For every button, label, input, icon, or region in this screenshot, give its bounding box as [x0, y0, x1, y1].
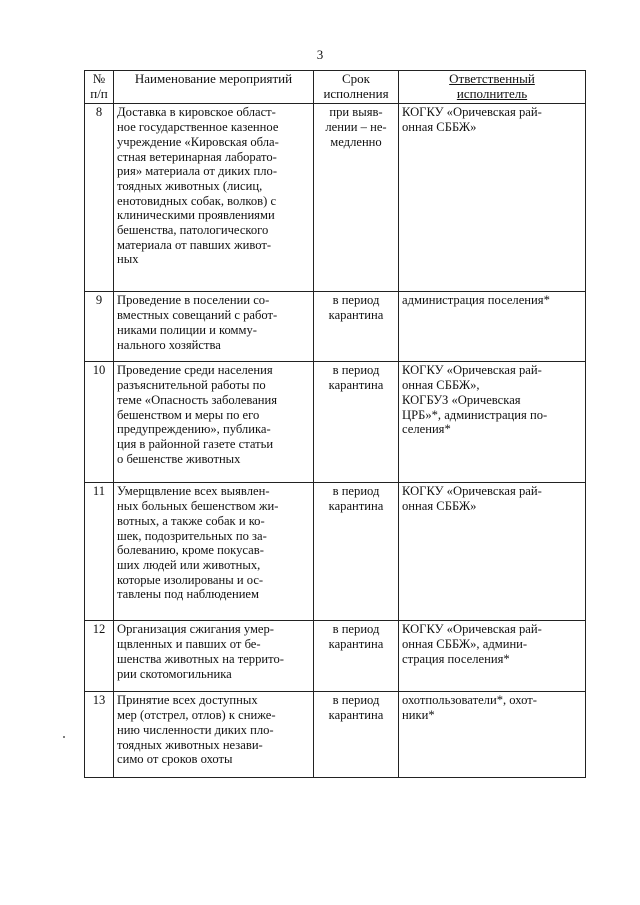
- measure-responsible: администрация поселения*: [399, 292, 586, 362]
- table-row: [85, 483, 586, 621]
- page-number: 3: [316, 47, 324, 62]
- row-number: 8: [85, 104, 114, 292]
- measure-name: Проведение в поселении со- вместных совещаний с работ- никами полиции и комму- нального хозяйства: [114, 292, 314, 362]
- measure-responsible: КОГКУ «Оричевская рай- онная СББЖ»: [399, 104, 586, 292]
- table-row: [85, 292, 586, 362]
- measure-term: в период карантина: [314, 621, 399, 692]
- measure-term: в период карантина: [314, 292, 399, 362]
- measure-name: Доставка в кировское област- ное государственное казенное учреждение «Кировская обла- стная ветеринарная лаборато- рия» материала от диких пло- тоядных животных (лисиц, енотовидных собак, волков) с клиническими проявлениями бешенства, патологического материала от павших живот- ных: [114, 104, 314, 292]
- measure-name: Организация сжигания умер- щвленных и павших от бе- шенства животных на террито- рии скотомогильника: [114, 621, 314, 692]
- measure-name: Проведение среди населения разъяснительной работы по теме «Опасность заболевания бешенством и меры по его предупреждению», публика- ция в районной газете статьи о бешенстве животных: [114, 362, 314, 483]
- header-num: № п/п: [85, 71, 114, 104]
- header-responsible: Ответственный исполнитель: [399, 71, 586, 104]
- header-term: Срок исполнения: [314, 71, 399, 104]
- measure-name: Умерщвление всех выявлен- ных больных бешенством жи- вотных, а также собак и ко- шек, подозрительных по за- болеванию, кроме покусав- ших людей или животных, которые изолированы и ос- тавлены под наблюдением: [114, 483, 314, 621]
- measures-table: [84, 70, 586, 778]
- measure-term: при выяв- лении – не- медленно: [314, 104, 399, 292]
- measure-responsible: КОГКУ «Оричевская рай- онная СББЖ»: [399, 483, 586, 621]
- table-row: [85, 621, 586, 692]
- measure-term: в период карантина: [314, 362, 399, 483]
- measure-term: в период карантина: [314, 483, 399, 621]
- table-row: [85, 692, 586, 778]
- row-number: 13: [85, 692, 114, 778]
- measure-responsible: КОГКУ «Оричевская рай- онная СББЖ», КОГБУЗ «Оричевская ЦРБ»*, администрация по- селения*: [399, 362, 586, 483]
- header-name: Наименование мероприятий: [114, 71, 314, 104]
- row-number: 9: [85, 292, 114, 362]
- scan-speck: [63, 736, 65, 738]
- table-header-row: [85, 71, 586, 104]
- measure-responsible: КОГКУ «Оричевская рай- онная СББЖ», админи- страция поселения*: [399, 621, 586, 692]
- table-row: [85, 104, 586, 292]
- table-row: [85, 362, 586, 483]
- row-number: 12: [85, 621, 114, 692]
- row-number: 10: [85, 362, 114, 483]
- measure-name: Принятие всех доступных мер (отстрел, отлов) к сниже- нию численности диких пло- тоядных животных незави- симо от сроков охоты: [114, 692, 314, 778]
- measure-responsible: охотпользователи*, охот- ники*: [399, 692, 586, 778]
- row-number: 11: [85, 483, 114, 621]
- measure-term: в период карантина: [314, 692, 399, 778]
